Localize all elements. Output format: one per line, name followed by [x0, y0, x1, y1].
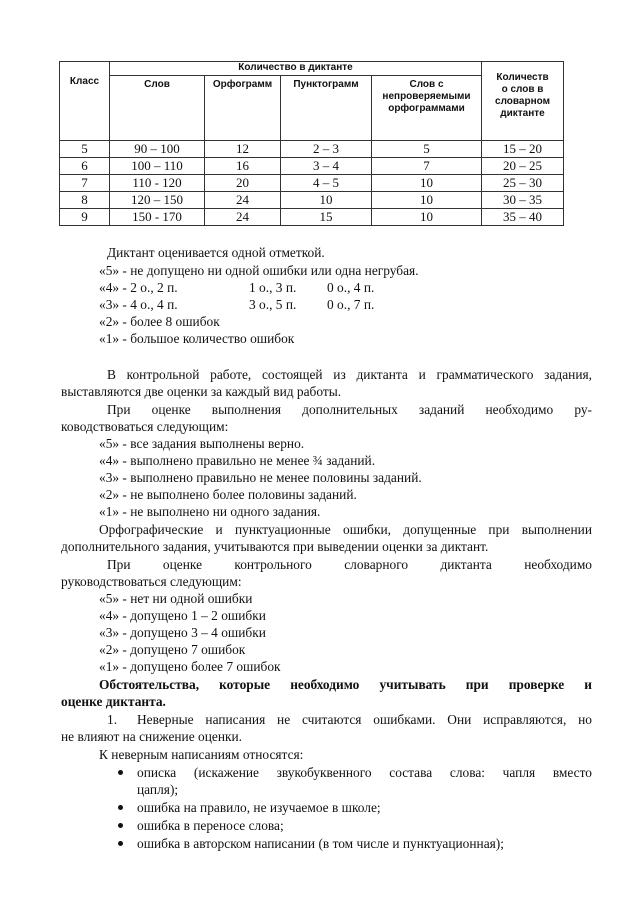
cell-grade: 9: [60, 209, 110, 226]
cell-grade: 8: [60, 192, 110, 209]
bullet-icon: [118, 805, 123, 810]
table-row: [60, 209, 564, 226]
bullet-1-line1: описка (искажение звукобуквенного состава слова: чапля вместо: [137, 765, 592, 780]
extra-grade-3: «3» - выполнено правильно не менее половины заданий.: [99, 470, 422, 485]
cell-orthograms: 12: [205, 141, 281, 158]
control-paragraph-line2: выставляются две оценки за каждый вид работы.: [61, 384, 342, 399]
cell-orthograms: 24: [205, 209, 281, 226]
incorrect-spellings-intro: К неверным написаниям относятся:: [99, 747, 304, 762]
dictation-grade-3-alt2: 0 о., 7 п.: [327, 297, 375, 312]
cell-grade: 7: [60, 175, 110, 192]
errors-paragraph-line1: Орфографические и пунктуационные ошибки, допущенные при выполнении: [99, 522, 592, 537]
dictation-grade-4-alt1: 1 о., 3 п.: [249, 280, 297, 295]
cell-punctograms: 10: [281, 192, 372, 209]
cell-punctograms: 4 – 5: [281, 175, 372, 192]
cell-unchecked: 10: [372, 192, 482, 209]
extra-grade-1: «1» - не выполнено ни одного задания.: [99, 504, 321, 519]
extra-grade-4: «4» - выполнено правильно не менее ¾ заданий.: [99, 453, 376, 468]
cell-words: 100 – 110: [110, 158, 205, 175]
vocab-grade-2: «2» - допущено 7 ошибок: [99, 642, 246, 657]
header-vocab-count: Количеств о слов в словарном диктанте: [482, 62, 564, 141]
cell-orthograms: 16: [205, 158, 281, 175]
cell-punctograms: 15: [281, 209, 372, 226]
table-row: [60, 175, 564, 192]
vocab-paragraph-line1: При оценке контрольного словарного диктанта необходимо: [107, 557, 592, 572]
dictation-norms-table: [59, 61, 564, 226]
table-row: [60, 158, 564, 175]
cell-orthograms: 24: [205, 192, 281, 209]
cell-vocab: 20 – 25: [482, 158, 564, 175]
dictation-grade-4-alt2: 0 о., 4 п.: [327, 280, 375, 295]
dictation-grade-4: «4» - 2 о., 2 п.: [99, 280, 178, 295]
header-class: Класс: [60, 62, 110, 141]
cell-words: 150 - 170: [110, 209, 205, 226]
item1-line2: не влияют на снижение оценки.: [61, 729, 243, 744]
cell-unchecked: 10: [372, 209, 482, 226]
errors-paragraph-line2: дополнительного задания, учитываются при выведении оценки за диктант.: [61, 539, 489, 554]
dictation-intro: Диктант оценивается одной отметкой.: [107, 245, 325, 260]
cell-words: 120 – 150: [110, 192, 205, 209]
extra-tasks-paragraph-line2: ководствоваться следующим:: [61, 419, 229, 434]
cell-vocab: 25 – 30: [482, 175, 564, 192]
cell-grade: 6: [60, 158, 110, 175]
cell-grade: 5: [60, 141, 110, 158]
dictation-grade-5: «5» - не допущено ни одной ошибки или одна негрубая.: [99, 263, 419, 278]
header-unchecked-words: Слов с непроверяемыми орфограммами: [372, 76, 482, 141]
bullet-icon: [118, 841, 123, 846]
item1-number: 1.: [107, 712, 118, 727]
dictation-grade-3: «3» - 4 о., 4 п.: [99, 297, 178, 312]
vocab-grade-3: «3» - допущено 3 – 4 ошибки: [99, 625, 266, 640]
circumstances-heading-line2: оценке диктанта.: [61, 694, 166, 709]
table-row: [60, 141, 564, 158]
bullet-1-line2: цапля);: [137, 782, 179, 797]
dictation-grade-2: «2» - более 8 ошибок: [99, 314, 220, 329]
dictation-grade-1: «1» - большое количество ошибок: [99, 331, 295, 346]
dictation-grade-3-alt1: 3 о., 5 п.: [249, 297, 297, 312]
bullet-2: ошибка на правило, не изучаемое в школе;: [137, 800, 381, 815]
bullet-icon: [118, 823, 123, 828]
extra-grade-2: «2» - не выполнено более половины заданий.: [99, 487, 357, 502]
cell-unchecked: 7: [372, 158, 482, 175]
vocab-grade-4: «4» - допущено 1 – 2 ошибки: [99, 608, 266, 623]
bullet-4: ошибка в авторском написании (в том числе и пунктуационная);: [137, 836, 504, 851]
item1-line1: Неверные написания не считаются ошибками. Они исправляются, но: [137, 712, 592, 727]
vocab-grade-1: «1» - допущено более 7 ошибок: [99, 659, 281, 674]
cell-unchecked: 10: [372, 175, 482, 192]
control-paragraph-line1: В контрольной работе, состоящей из диктанта и грамматического задания,: [107, 367, 592, 382]
bullet-3: ошибка в переносе слова;: [137, 818, 284, 833]
header-orthograms: Орфограмм: [205, 76, 281, 141]
cell-vocab: 30 – 35: [482, 192, 564, 209]
cell-unchecked: 5: [372, 141, 482, 158]
header-punctograms: Пунктограмм: [281, 76, 372, 141]
table-row: [60, 192, 564, 209]
extra-tasks-paragraph-line1: При оценке выполнения дополнительных заданий необходимо ру-: [107, 402, 592, 417]
bullet-icon: [118, 770, 123, 775]
cell-orthograms: 20: [205, 175, 281, 192]
vocab-grade-5: «5» - нет ни одной ошибки: [99, 591, 253, 606]
cell-vocab: 35 – 40: [482, 209, 564, 226]
header-words: Слов: [110, 76, 205, 141]
circumstances-heading-line1: Обстоятельства, которые необходимо учитывать при проверке и: [99, 677, 592, 692]
vocab-paragraph-line2: руководствоваться следующим:: [61, 574, 242, 589]
cell-punctograms: 2 – 3: [281, 141, 372, 158]
extra-grade-5: «5» - все задания выполнены верно.: [99, 436, 305, 451]
table-header-row: [60, 62, 564, 76]
header-count-group: Количество в диктанте: [110, 62, 482, 76]
cell-vocab: 15 – 20: [482, 141, 564, 158]
cell-punctograms: 3 – 4: [281, 158, 372, 175]
cell-words: 90 – 100: [110, 141, 205, 158]
cell-words: 110 - 120: [110, 175, 205, 192]
